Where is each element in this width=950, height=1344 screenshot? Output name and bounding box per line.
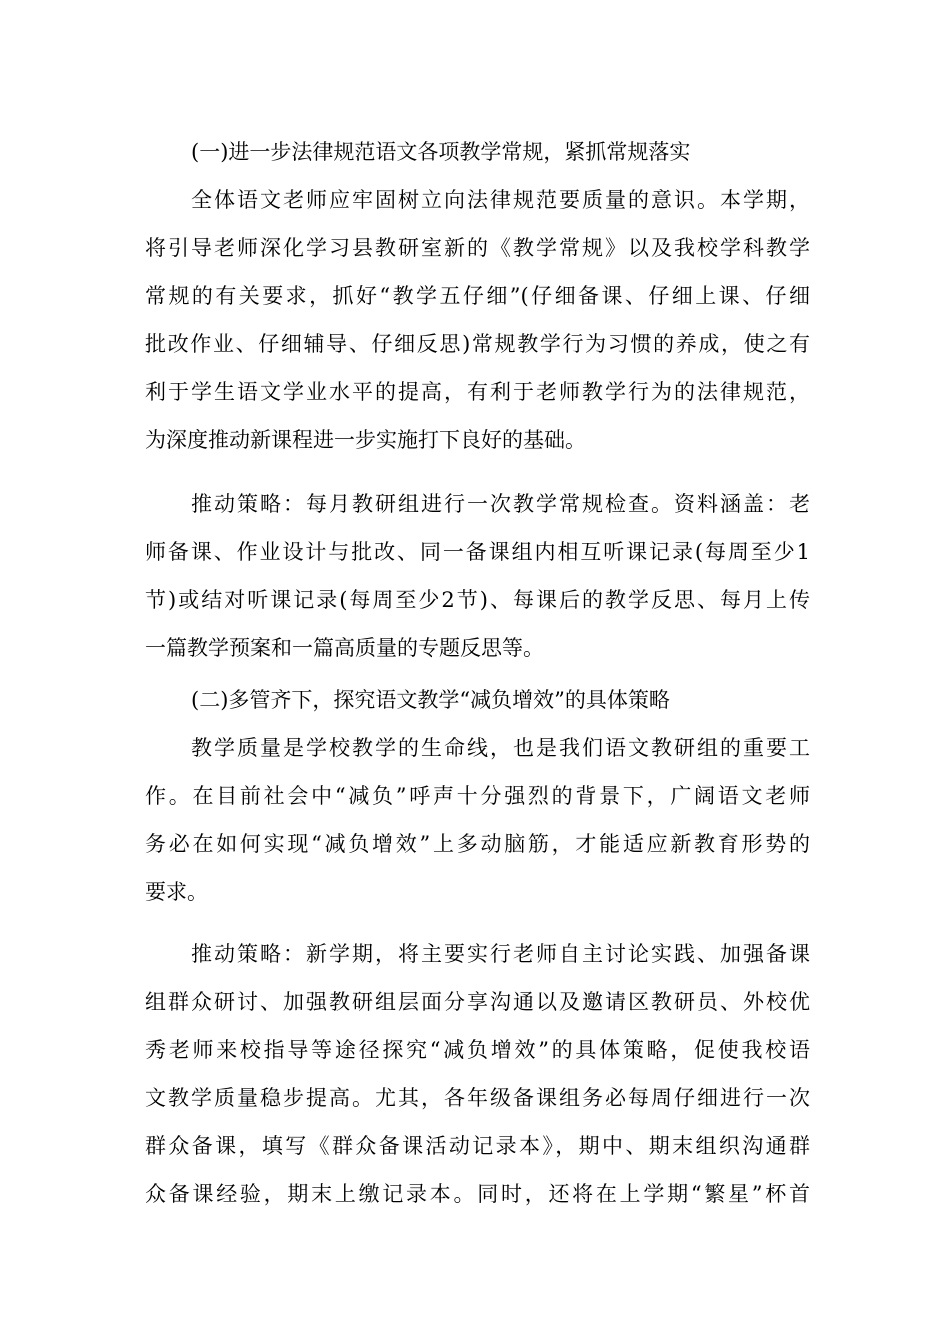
section-heading-1: (一)进一步法律规范语文各项教学常规，紧抓常规落实: [191, 140, 691, 164]
paragraph-line: 为深度推动新课程进一步实施打下良好的基础。: [145, 428, 586, 452]
paragraph-line: 一篇教学预案和一篇高质量的专题反思等。: [145, 636, 544, 660]
section-heading-2: (二)多管齐下，探究语文教学“减负增效”的具体策略: [191, 688, 670, 712]
paragraph-line: 秀老师来校指导等途径探究“减负增效”的具体策略，促使我校语: [145, 1038, 810, 1062]
paragraph-line: 常规的有关要求，抓好“教学五仔细”(仔细备课、仔细上课、仔细: [145, 284, 810, 308]
paragraph-line: 教学质量是学校教学的生命线，也是我们语文教研组的重要工: [191, 736, 810, 760]
paragraph-line: 推动策略：每月教研组进行一次教学常规检查。资料涵盖：老: [191, 492, 810, 516]
paragraph-line: 师备课、作业设计与批改、同一备课组内相互听课记录(每周至少1: [145, 540, 810, 564]
paragraph-line: 节)或结对听课记录(每周至少2节)、每课后的教学反思、每月上传: [145, 588, 810, 612]
paragraph-line: 要求。: [145, 880, 208, 904]
paragraph-line: 组群众研讨、加强教研组层面分享沟通以及邀请区教研员、外校优: [145, 990, 810, 1014]
paragraph-line: 群众备课，填写《群众备课活动记录本》，期中、期末组织沟通群: [145, 1134, 810, 1158]
paragraph-line: 务必在如何实现“减负增效”上多动脑筋，才能适应新教育形势的: [145, 832, 810, 856]
paragraph-line: 推动策略：新学期，将主要实行老师自主讨论实践、加强备课: [191, 942, 810, 966]
paragraph-line: 将引导老师深化学习县教研室新的《教学常规》以及我校学科教学: [145, 236, 810, 260]
paragraph-line: 利于学生语文学业水平的提高，有利于老师教学行为的法律规范，: [145, 380, 810, 404]
paragraph-line: 文教学质量稳步提高。尤其，各年级备课组务必每周仔细进行一次: [145, 1086, 810, 1110]
paragraph-line: 众备课经验，期末上缴记录本。同时，还将在上学期“繁星”杯首: [145, 1182, 810, 1206]
paragraph-line: 全体语文老师应牢固树立向法律规范要质量的意识。本学期，: [191, 188, 810, 212]
paragraph-line: 作。在目前社会中“减负”呼声十分强烈的背景下，广阔语文老师: [145, 784, 810, 808]
paragraph-line: 批改作业、仔细辅导、仔细反思)常规教学行为习惯的养成，使之有: [145, 332, 810, 356]
